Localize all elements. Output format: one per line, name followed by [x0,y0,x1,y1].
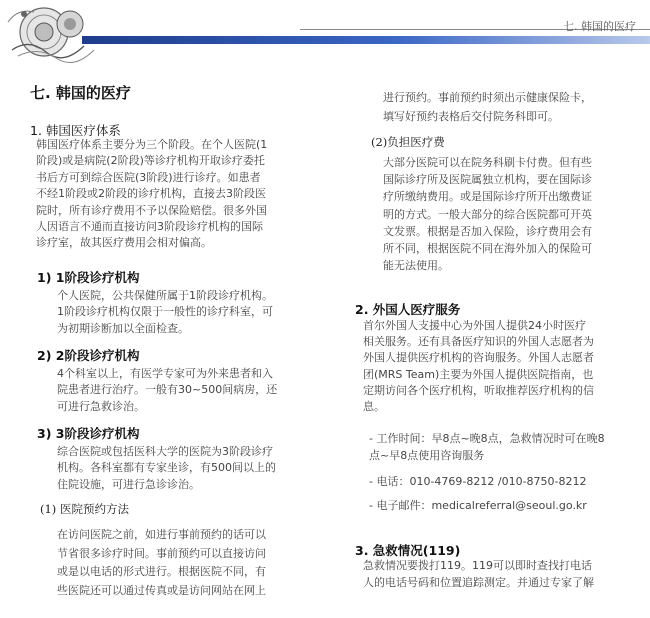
page-header [0,0,650,70]
appointment-heading: (1) 医院预约方法 [40,502,129,516]
stage-3-body: 综合医院或包括医科大学的医院为3阶段诊疗 机构。各科室都有专家坐诊，有500间以上的 住院设施，可进行急诊诊治。 [57,445,276,491]
decorative-scroll-graphic [4,2,104,66]
payment-body: 大部分医院可以在院务科刷卡付费。但有些 国际诊疗所及医院属独立机构，要在国际诊 疗所缴纳费用。或是国际诊疗所开出缴费证 明的方式。一般大部分的综合医院都可开英 文发票。根据是否加入保险，诊疗费用会有 所不同，根据医院不同在海外加入的保险可 能无法使用。 [383,156,592,273]
section-1-body: 韩国医疗体系主要分为三个阶段。在个人医院(1 阶段)或是病院(2阶段)等诊疗机构开取诊疗委托 书后方可到综合医院(3阶段)进行诊疗。如患者 不经1阶段或2阶段的诊疗机构，直接去3阶段医 院时，所有诊疗费用不予以保险赔偿。很多外国 人因语言不通而直接访问3阶段诊疗机构的国际 诊疗室，故其医疗费用会相对偏高。 [36,138,268,250]
section-3-heading: 3. 急救情况(119) [355,543,461,558]
stage-3-heading: 3) 3阶段诊疗机构 [37,426,140,441]
chapter-title: 七. 韩国的医疗 [30,84,131,102]
header-blue-bar [82,36,650,44]
service-email: - 电子邮件：medicalreferral@seoul.go.kr [369,499,587,512]
section-2-body: 首尔外国人支援中心为外国人提供24小时医疗 相关服务。还有具备医疗知识的外国人志愿者为 外国人提供医疗机构的咨询服务。外国人志愿者 团(MRS Team)主要为外国人提供医院指南，也 定期访问各个医疗机构，听取推荐医疗机构的信 息。 [363,319,594,414]
service-phone: - 电话：010-4769-8212 /010-8750-8212 [369,475,587,488]
payment-heading: (2)负担医疗费 [371,135,445,149]
service-hours: - 工作时间：早8点~晚8点，急救情况时可在晚8 点~早8点使用咨询服务 [369,432,605,462]
section-2-heading: 2. 外国人医疗服务 [355,302,461,317]
appointment-body: 在访问医院之前，如进行事前预约的话可以 节省很多诊疗时间。事前预约可以直接访问 或是以电话的形式进行。根据医院不同，有 些医院还可以通过传真或是访问网站在网上 [57,528,266,597]
appointment-body-continued: 进行预约。事前预约时须出示健康保险卡， 填写好预约表格后交付院务科即可。 [383,91,592,123]
section-3-body: 急救情况要拨打119。119可以即时查找打电话 人的电话号码和位置追踪测定。并通过专家了解 [363,559,594,589]
stage-2-body: 4个科室以上，有医学专家可为外来患者和入 院患者进行治疗。一般有30~500间病房，还 可进行急救诊治。 [57,367,278,413]
chapter-label: 七. 韩国的医疗 [563,20,636,33]
stage-1-heading: 1) 1阶段诊疗机构 [37,270,140,285]
stage-2-heading: 2) 2阶段诊疗机构 [37,348,140,363]
stage-1-body: 个人医院，公共保健所属于1阶段诊疗机构。 1阶段诊疗机构仅限于一般性的诊疗科室，可 为初期诊断加以全面检查。 [57,289,273,335]
section-1-heading: 1. 韩国医疗体系 [30,123,121,138]
